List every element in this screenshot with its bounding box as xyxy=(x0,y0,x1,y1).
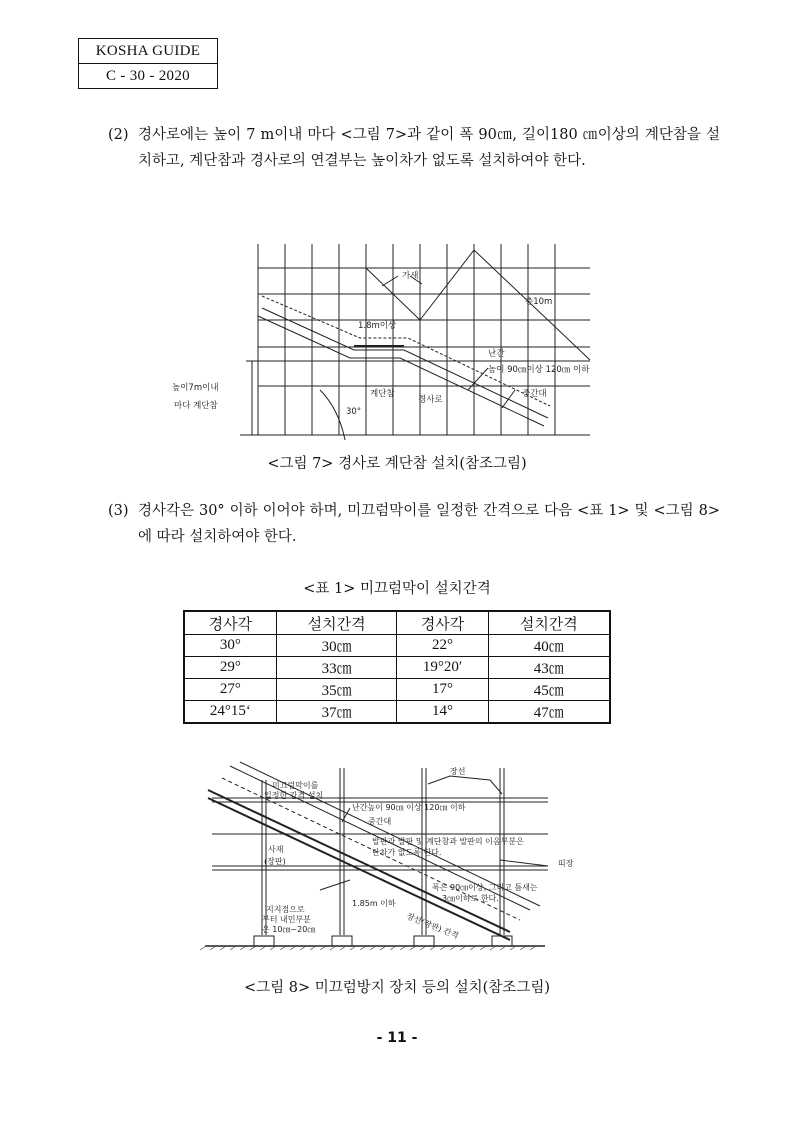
table-row xyxy=(184,701,610,724)
fig7-label-handrail-height: 높이 90㎝이상 120㎝ 이하 xyxy=(488,365,590,375)
table-cell: 30㎝ xyxy=(276,635,397,657)
fig7-label-brace: 가새 xyxy=(402,271,419,281)
table-1-title: <표 1> 미끄럼막이 설치간격 xyxy=(303,581,491,597)
table-cell: 40㎝ xyxy=(488,635,610,657)
fig7-label-handrail: 난간 xyxy=(488,349,505,359)
fig8-label-spacing: 1.85m 이하 xyxy=(352,899,396,908)
fig8-label-diagonal: 사재 xyxy=(268,845,284,854)
fig7-label-floor: 층10m xyxy=(525,297,553,307)
fig7-label-height-every-1: 높이7m이내 xyxy=(172,383,219,393)
table-cell: 35㎝ xyxy=(276,679,397,701)
table-cell: 19°20′ xyxy=(397,657,488,679)
fig8-label-width-1: 폭은 90㎝이상, 그리고 틈새는 xyxy=(432,883,538,892)
table-cell: 33㎝ xyxy=(276,657,397,679)
table-row xyxy=(184,635,610,657)
fig8-label-ledger: 장선 xyxy=(450,767,466,776)
guide-title: KOSHA GUIDE xyxy=(95,43,201,59)
fig8-label-support-1: 지지점으로 xyxy=(266,905,305,914)
table-header: 경사각 xyxy=(184,611,276,635)
table-header: 설치간격 xyxy=(488,611,610,635)
figure-7-diagram xyxy=(170,240,630,440)
paragraph-text: 경사로에는 높이 7 m이내 마다 <그림 7>과 같이 폭 90㎝, 길이180 ㎝이상의 계단참을 설치하고, 계단참과 경사로의 연결부는 높이차가 없도록 설치하여야 한다. xyxy=(138,127,720,169)
fig7-label-angle: 30° xyxy=(346,407,362,417)
fig7-label-mid-rail: 중간대 xyxy=(522,389,547,399)
fig8-label-support-3: 은 10㎝~20㎝ xyxy=(262,925,316,934)
paragraph-3 xyxy=(108,498,720,550)
page-number: - 11 - xyxy=(376,1030,418,1046)
fig8-label-cleat-1: 미끄럼막이를 xyxy=(272,781,319,790)
paragraph-2 xyxy=(108,122,720,174)
figure-8-caption: <그림 8> 미끄럼방지 장치 등의 설치(참조그림) xyxy=(243,980,550,996)
table-header-row xyxy=(184,611,610,635)
fig7-label-landing: 계단참 xyxy=(370,389,395,399)
table-row xyxy=(184,679,610,701)
table-cell: 27° xyxy=(184,679,276,701)
fig7-label-ramp: 경사로 xyxy=(418,395,443,405)
cleat-spacing-table xyxy=(183,610,611,724)
guide-header xyxy=(78,38,218,89)
table-cell: 29° xyxy=(184,657,276,679)
table-cell: 45㎝ xyxy=(488,679,610,701)
table-cell: 14° xyxy=(397,701,488,724)
table-cell: 22° xyxy=(397,635,488,657)
fig8-label-handrail: 난간높이 90㎝ 이상 120㎝ 이하 xyxy=(352,803,466,812)
paragraph-text: 경사각은 30° 이하 이어야 하며, 미끄럼막이를 일정한 간격으로 다음 <표 1> 및 <그림 8>에 따라 설치하여야 한다. xyxy=(138,503,720,545)
table-cell: 24°15‘ xyxy=(184,701,276,724)
guide-code: C - 30 - 2020 xyxy=(79,63,217,88)
fig7-label-landing-length: 1.8m이상 xyxy=(358,321,397,331)
fig8-label-mid-rail: 중간대 xyxy=(368,817,392,826)
fig8-label-support-2: 부터 내민부분 xyxy=(262,915,311,924)
table-header: 경사각 xyxy=(397,611,488,635)
table-header: 설치간격 xyxy=(276,611,397,635)
table-cell: 37㎝ xyxy=(276,701,397,724)
figure-8-diagram xyxy=(200,760,600,960)
paragraph-number: (2) xyxy=(108,127,129,143)
fig8-label-joint-1: 발판과 발판 및 계단참과 발판의 이음부분은 xyxy=(372,837,524,846)
fig8-label-width-2: 3㎝이하로 한다. xyxy=(442,894,499,903)
fig8-label-cleat-2: 일정한 간격 설치 xyxy=(264,791,324,800)
fig8-label-diagonal-sub: (장판) xyxy=(264,857,286,866)
fig8-label-joint-2: 단차가 없도록 한다. xyxy=(372,848,442,857)
fig7-label-height-every-2: 마다 계단참 xyxy=(174,401,218,411)
table-cell: 47㎝ xyxy=(488,701,610,724)
fig8-label-tie: 띠장 xyxy=(558,859,574,868)
figure-7-caption: <그림 7> 경사로 계단참 설치(참조그림) xyxy=(267,456,527,472)
paragraph-number: (3) xyxy=(108,503,129,519)
fig8-label-post-spacing: 장선(장판) 간격 xyxy=(405,911,460,941)
table-cell: 43㎝ xyxy=(488,657,610,679)
table-cell: 30° xyxy=(184,635,276,657)
table-row xyxy=(184,657,610,679)
table-cell: 17° xyxy=(397,679,488,701)
